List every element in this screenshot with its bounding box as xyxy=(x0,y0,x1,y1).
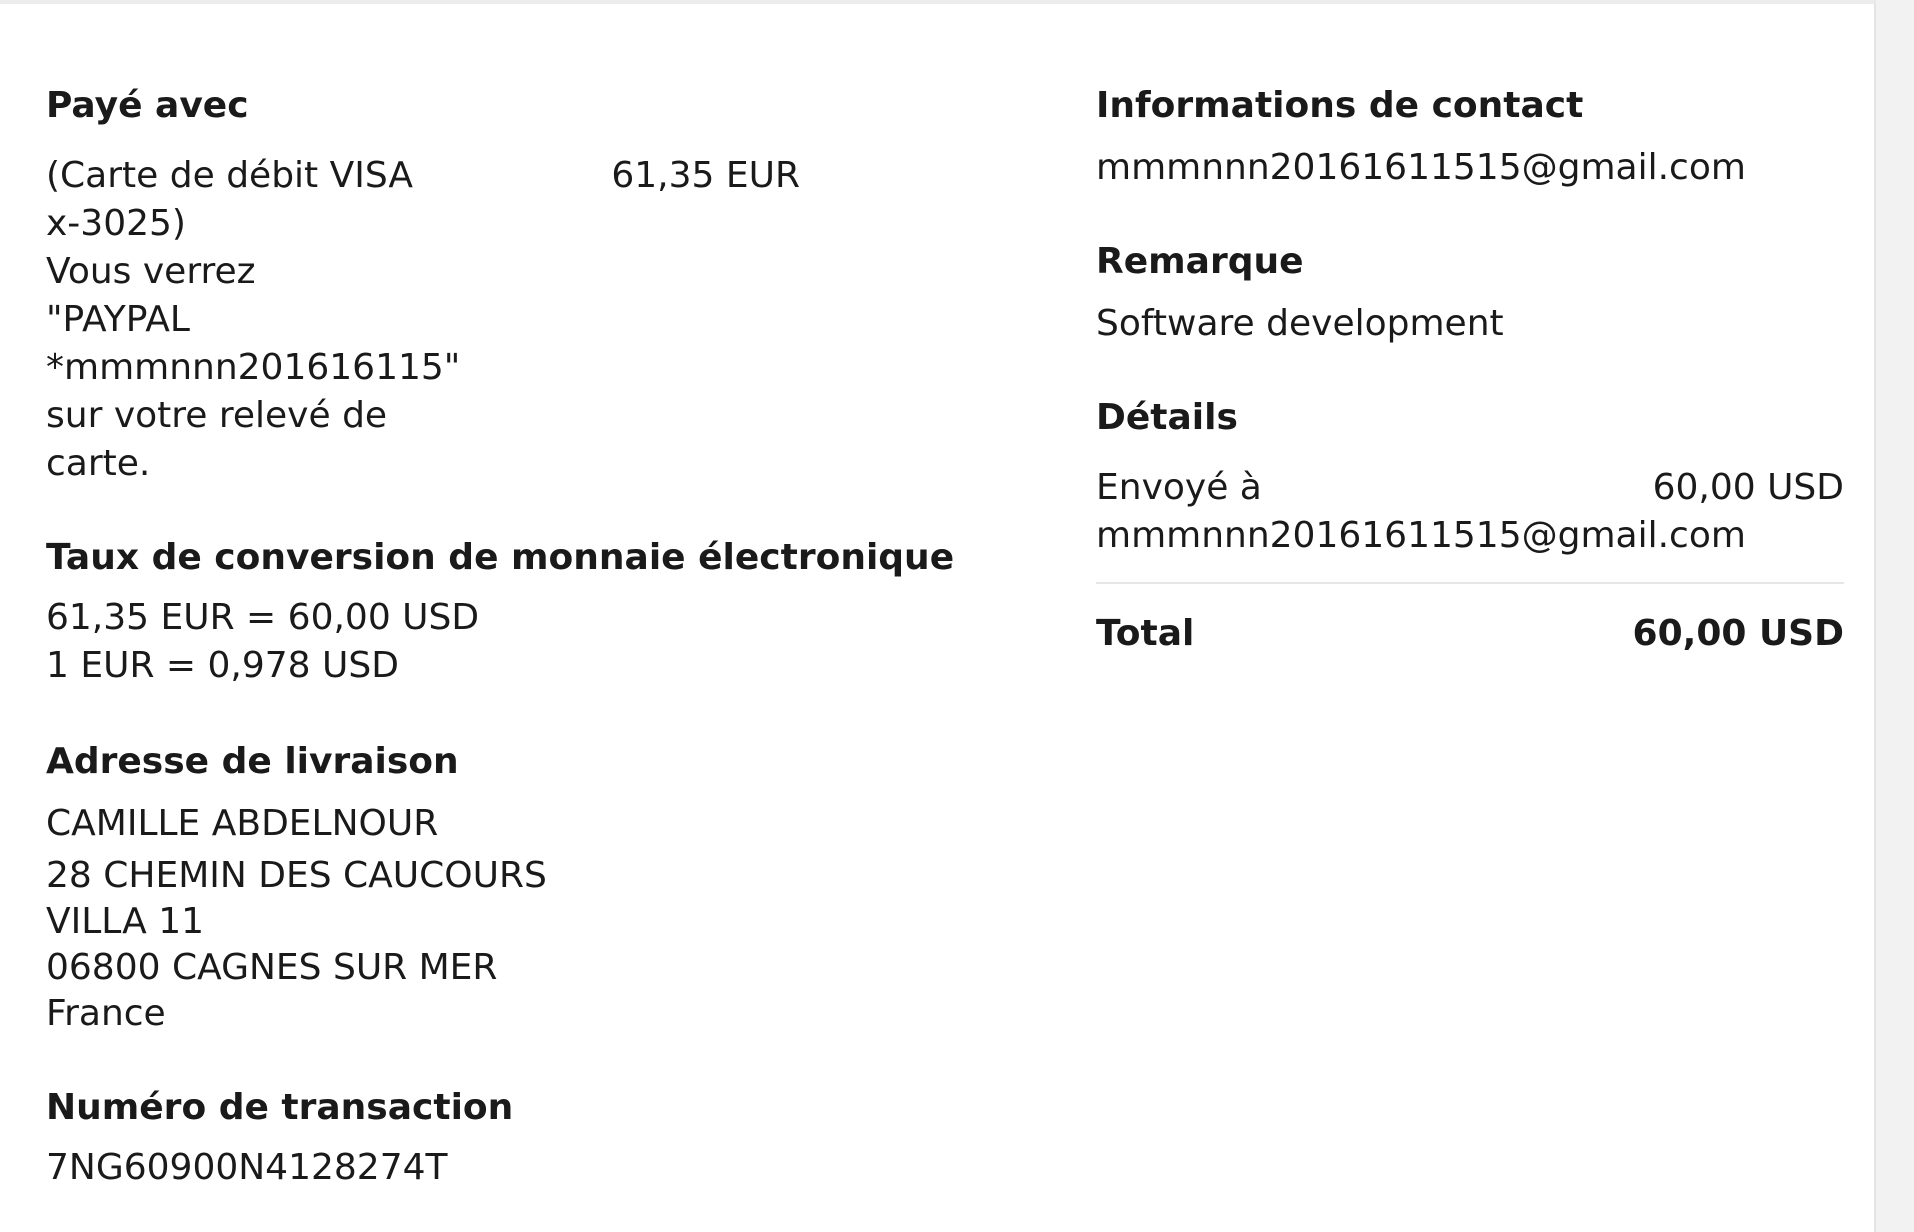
sent-to-email: mmmnnn20161611515@gmail.com xyxy=(1096,515,1746,556)
note-heading: Remarque xyxy=(1096,241,1304,282)
payment-method-line-4: "PAYPAL xyxy=(46,299,190,340)
total-label: Total xyxy=(1096,613,1195,654)
sent-to-label: Envoyé à xyxy=(1096,467,1262,508)
conversion-heading: Taux de conversion de monnaie électronique xyxy=(46,537,955,578)
transaction-id: 7NG60900N4128274T xyxy=(46,1147,448,1188)
contact-heading: Informations de contact xyxy=(1096,85,1584,126)
contact-email: mmmnnn20161611515@gmail.com xyxy=(1096,147,1746,188)
payment-method-line-3: Vous verrez xyxy=(46,251,256,292)
shipping-heading: Adresse de livraison xyxy=(46,741,459,782)
shipping-city: 06800 CAGNES SUR MER xyxy=(46,947,498,988)
transaction-heading: Numéro de transaction xyxy=(46,1087,514,1128)
total-amount: 60,00 USD xyxy=(1632,613,1844,654)
details-heading: Détails xyxy=(1096,397,1238,438)
payment-method-line-1: (Carte de débit VISA xyxy=(46,155,413,196)
payment-method-line-5: *mmmnnn201616115" xyxy=(46,347,461,388)
details-divider xyxy=(1096,582,1844,584)
paid-with-heading: Payé avec xyxy=(46,85,249,126)
note-text: Software development xyxy=(1096,303,1504,344)
payment-method-line-6: sur votre relevé de xyxy=(46,395,388,436)
shipping-street: 28 CHEMIN DES CAUCOURS xyxy=(46,855,547,896)
conversion-line-2: 1 EUR = 0,978 USD xyxy=(46,645,399,686)
paid-amount: 61,35 EUR xyxy=(611,155,800,196)
payment-method-line-7: carte. xyxy=(46,443,151,484)
shipping-name: CAMILLE ABDELNOUR xyxy=(46,803,439,844)
payment-method-line-2: x-3025) xyxy=(46,203,186,244)
sent-amount: 60,00 USD xyxy=(1652,467,1844,508)
shipping-country: France xyxy=(46,993,166,1034)
conversion-line-1: 61,35 EUR = 60,00 USD xyxy=(46,597,480,638)
shipping-street2: VILLA 11 xyxy=(46,901,205,942)
